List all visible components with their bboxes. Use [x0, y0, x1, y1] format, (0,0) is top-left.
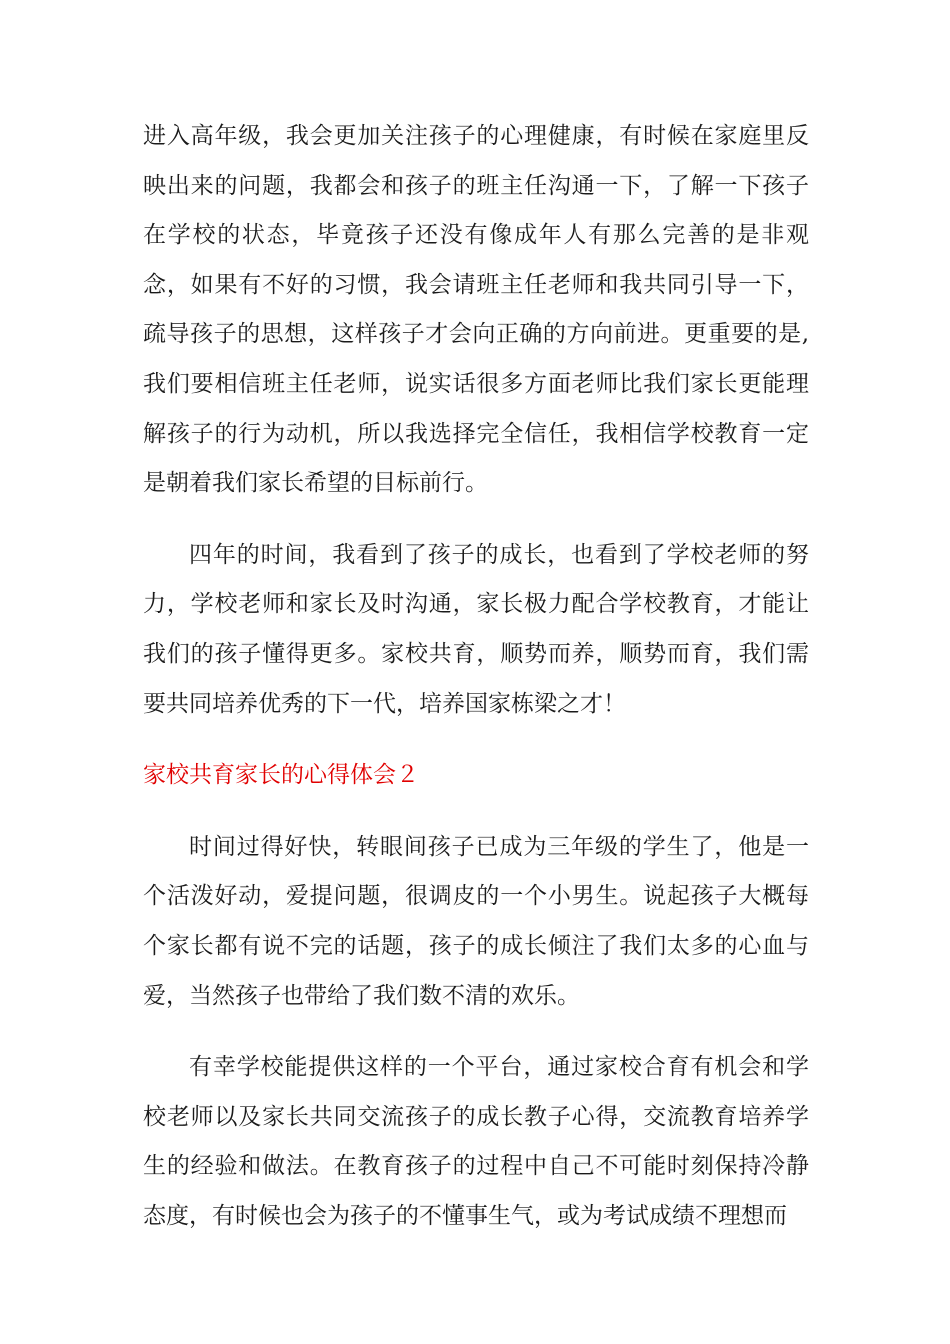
section-heading: 家校共育家长的心得体会２ — [143, 762, 419, 789]
paragraph-4: 有幸学校能提供这样的一个平台，通过家校合育有机会和学校老师以及家长共同交流孩子的成长教子心得，交流教育培养学生的经验和做法。在教育孩子的过程中自己不可能时刻保持冷静态度，有时候也会为孩子的不懂事生气，或为考试成绩不理想而 — [143, 1054, 809, 1229]
paragraph-2: 四年的时间，我看到了孩子的成长，也看到了学校老师的努力，学校老师和家长及时沟通，家长极力配合学校教育，才能让我们的孩子懂得更多。家校共育，顺势而养，顺势而育，我们需要共同培养优秀的下一代，培养国家栋梁之才！ — [143, 541, 809, 717]
paragraph-3: 时间过得好快，转眼间孩子已成为三年级的学生了，他是一个活泼好动，爱提问题，很调皮的一个小男生。说起孩子大概每个家长都有说不完的话题，孩子的成长倾注了我们太多的心血与爱，当然孩子也带给了我们数不清的欢乐。 — [143, 833, 809, 1009]
document-body — [143, 112, 809, 1241]
paragraph-1: 进入高年级，我会更加关注孩子的心理健康，有时候在家庭里反映出来的问题，我都会和孩子的班主任沟通一下，了解一下孩子在学校的状态，毕竟孩子还没有像成年人有那么完善的是非观念，如果有不好的习惯，我会请班主任老师和我共同引导一下，疏导孩子的思想，这样孩子才会向正确的方向前进。更重要的是,我们要相信班主任老师，说实话很多方面老师比我们家长更能理解孩子的行为动机，所以我选择完全信任，我相信学校教育一定是朝着我们家长希望的目标前行。 — [143, 123, 809, 497]
